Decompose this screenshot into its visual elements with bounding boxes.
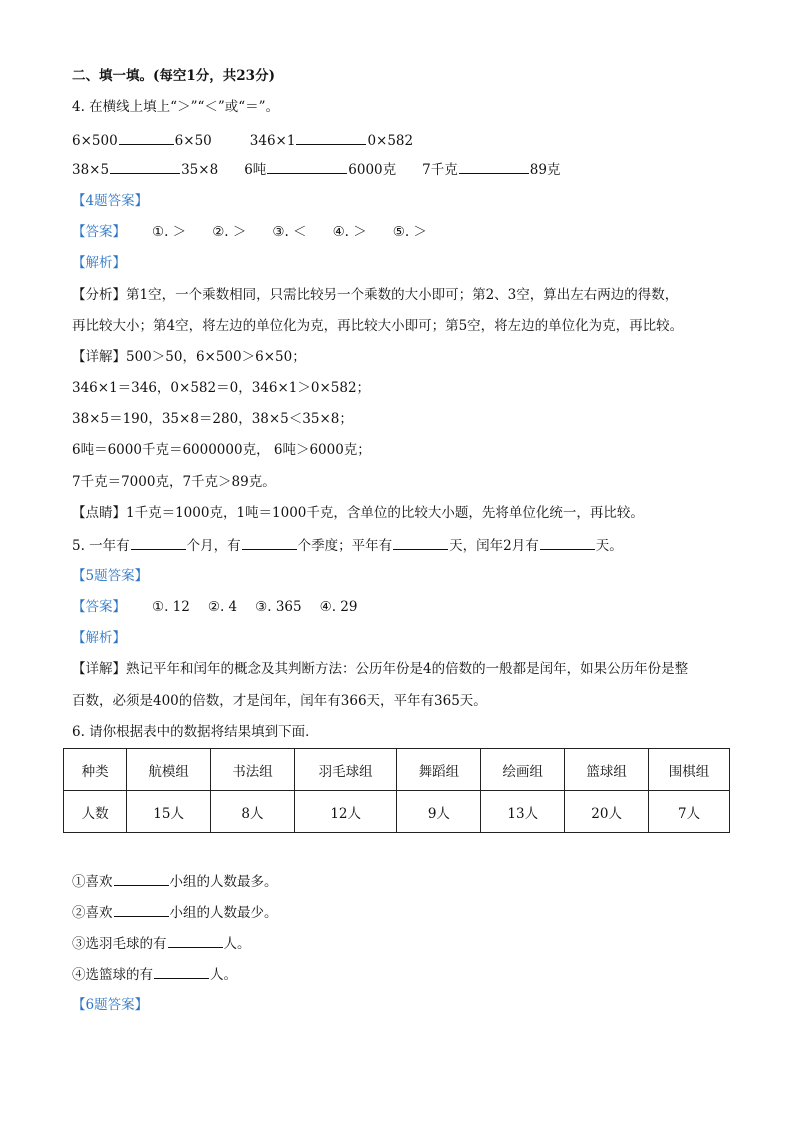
q4-fenxi-label: 【分析】 (72, 287, 126, 303)
q4-answer-1: ①. ＞ (152, 224, 187, 240)
q4-r1-b-left: 346×1 (249, 133, 296, 149)
table-header-row (64, 749, 730, 791)
q4-r2-b-right: 6000克 (348, 162, 397, 178)
q5-prompt (72, 535, 623, 556)
q6-blank-4[interactable] (154, 964, 209, 979)
q5-xiangjie-2: 百数，必须是400的倍数，才是闰年，闰年有366天，平年有365天。 (72, 693, 487, 709)
q5-answer-4: ④. 29 (319, 599, 358, 615)
q4-answer-2: ②. ＞ (212, 224, 247, 240)
q6-sub3-b: 人。 (223, 936, 251, 952)
q4-row2 (72, 159, 560, 180)
table-cell-count: 9人 (397, 791, 481, 833)
q4-xiangjie-3: 38×5＝190，35×8＝280，38×5＜35×8； (72, 411, 353, 427)
q4-xiangjie-label: 【详解】 (72, 349, 126, 365)
table-cell-category: 围棋组 (649, 749, 730, 791)
q6-prompt: 6. 请你根据表中的数据将结果填到下面． (72, 724, 319, 740)
table-cell-category: 篮球组 (565, 749, 649, 791)
q4-dianjing-label: 【点睛】 (72, 505, 126, 521)
section-title: 二、填一填。(每空1分，共23分) (72, 68, 275, 84)
table-cell-count: 8人 (211, 791, 295, 833)
q5-blank-2[interactable] (242, 535, 297, 550)
q4-row1 (72, 130, 413, 151)
q5-blank-1[interactable] (131, 535, 186, 550)
table-cell-count: 12人 (294, 791, 397, 833)
q6-sub-2 (72, 902, 278, 923)
q4-fenxi-text-1: 第1空，一个乘数相同，只需比较另一个乘数的大小即可；第2、3空，算出左右两边的得数， (126, 287, 679, 303)
q4-r2-c-left: 7千克 (422, 162, 458, 178)
q4-xiangjie-5: 7千克＝7000克，7千克＞89克。 (72, 474, 276, 490)
q6-sub2-a: ②喜欢 (72, 905, 113, 921)
q5-xiangjie-1 (72, 659, 688, 679)
table-cell-count: 7人 (649, 791, 730, 833)
q4-fenxi-2: 再比较大小；第4空，将左边的单位化为克，再比较大小即可；第5空，将左边的单位化为克，再比较。 (72, 318, 684, 334)
q4-analysis-header: 【解析】 (72, 255, 126, 271)
q4-xiangjie-text-1: 500＞50，6×500＞6×50； (126, 349, 306, 365)
q4-fenxi-1 (72, 285, 678, 305)
q4-blank-4[interactable] (267, 159, 347, 174)
table-data-row (64, 791, 730, 833)
q5-xiangjie-label: 【详解】 (72, 661, 126, 677)
q4-blank-1[interactable] (119, 130, 174, 145)
q6-sub3-a: ③选羽毛球的有 (72, 936, 167, 952)
q6-sub2-b: 小组的人数最少。 (169, 905, 278, 921)
q6-sub1-a: ①喜欢 (72, 874, 113, 890)
q4-dianjing (72, 503, 644, 523)
q6-sub4-b: 人。 (210, 967, 237, 983)
q5-answer-header: 【5题答案】 (72, 568, 149, 584)
table-cell-count: 15人 (127, 791, 211, 833)
q6-sub4-a: ④选篮球的有 (72, 967, 153, 983)
q4-answer-header: 【4题答案】 (72, 193, 149, 209)
q4-r2-c-right: 89克 (529, 162, 561, 178)
table-cell-category: 书法组 (211, 749, 295, 791)
q5-prompt-b: 个月，有 (186, 538, 241, 554)
q6-answer-header: 【6题答案】 (72, 997, 149, 1013)
table-row-label: 人数 (64, 791, 127, 833)
q4-xiangjie-1 (72, 347, 306, 367)
q5-prompt-e: 天。 (595, 538, 623, 554)
q4-r2-a-right: 35×8 (181, 162, 219, 178)
table-cell-count: 13人 (481, 791, 565, 833)
q5-answer-label: 【答案】 (72, 599, 126, 615)
q5-prompt-a: 5. 一年有 (72, 538, 130, 554)
table-cell-category: 绘画组 (481, 749, 565, 791)
table-header-label: 种类 (64, 749, 127, 791)
q4-blank-5[interactable] (459, 159, 529, 174)
q4-r1-b-right: 0×582 (367, 133, 414, 149)
q4-answer-5: ⑤. ＞ (392, 224, 427, 240)
q4-answer-3: ③. ＜ (272, 224, 307, 240)
q4-blank-3[interactable] (110, 159, 180, 174)
q4-blank-2[interactable] (296, 130, 366, 145)
q5-answer-2: ②. 4 (207, 599, 238, 615)
table-cell-category: 航模组 (127, 749, 211, 791)
q5-blank-3[interactable] (393, 535, 448, 550)
q5-answer-1: ①. 12 (152, 599, 190, 615)
table-cell-category: 舞蹈组 (397, 749, 481, 791)
table-cell-count: 20人 (565, 791, 649, 833)
q6-sub1-b: 小组的人数最多。 (169, 874, 278, 890)
q6-sub-4 (72, 964, 237, 985)
q6-sub-1 (72, 871, 278, 892)
q6-blank-2[interactable] (114, 902, 169, 917)
q5-analysis-header: 【解析】 (72, 630, 126, 646)
q6-blank-3[interactable] (168, 933, 223, 948)
q5-prompt-d: 天，闰年2月有 (449, 538, 539, 554)
q4-answer-line (72, 222, 427, 242)
q4-answer-4: ④. ＞ (332, 224, 367, 240)
q4-r1-a-left: 6×500 (72, 133, 118, 149)
q5-prompt-c: 个季度；平年有 (297, 538, 393, 554)
q4-dianjing-text: 1千克＝1000克，1吨＝1000千克，含单位的比较大小题，先将单位化统一，再比较。 (126, 505, 644, 521)
q4-r1-a-right: 6×50 (174, 133, 212, 149)
table-cell-category: 羽毛球组 (294, 749, 397, 791)
q5-answer-3: ③. 365 (255, 599, 302, 615)
q6-sub-3 (72, 933, 251, 954)
q4-prompt: 4. 在横线上填上“＞”“＜”或“＝”。 (72, 99, 280, 115)
group-count-table (63, 748, 730, 833)
q6-blank-1[interactable] (114, 871, 169, 886)
q5-blank-4[interactable] (540, 535, 595, 550)
q4-r2-a-left: 38×5 (72, 162, 110, 178)
q4-xiangjie-4: 6吨＝6000千克＝6000000克， 6吨＞6000克； (72, 442, 371, 458)
q4-xiangjie-2: 346×1＝346，0×582＝0，346×1＞0×582； (72, 380, 371, 396)
q4-answer-label: 【答案】 (72, 224, 126, 240)
q4-r2-b-left: 6吨 (244, 162, 267, 178)
q5-answer-line (72, 597, 357, 617)
q5-xiangjie-text-1: 熟记平年和闰年的概念及其判断方法：公历年份是4的倍数的一般都是闰年，如果公历年份是整 (126, 661, 689, 677)
